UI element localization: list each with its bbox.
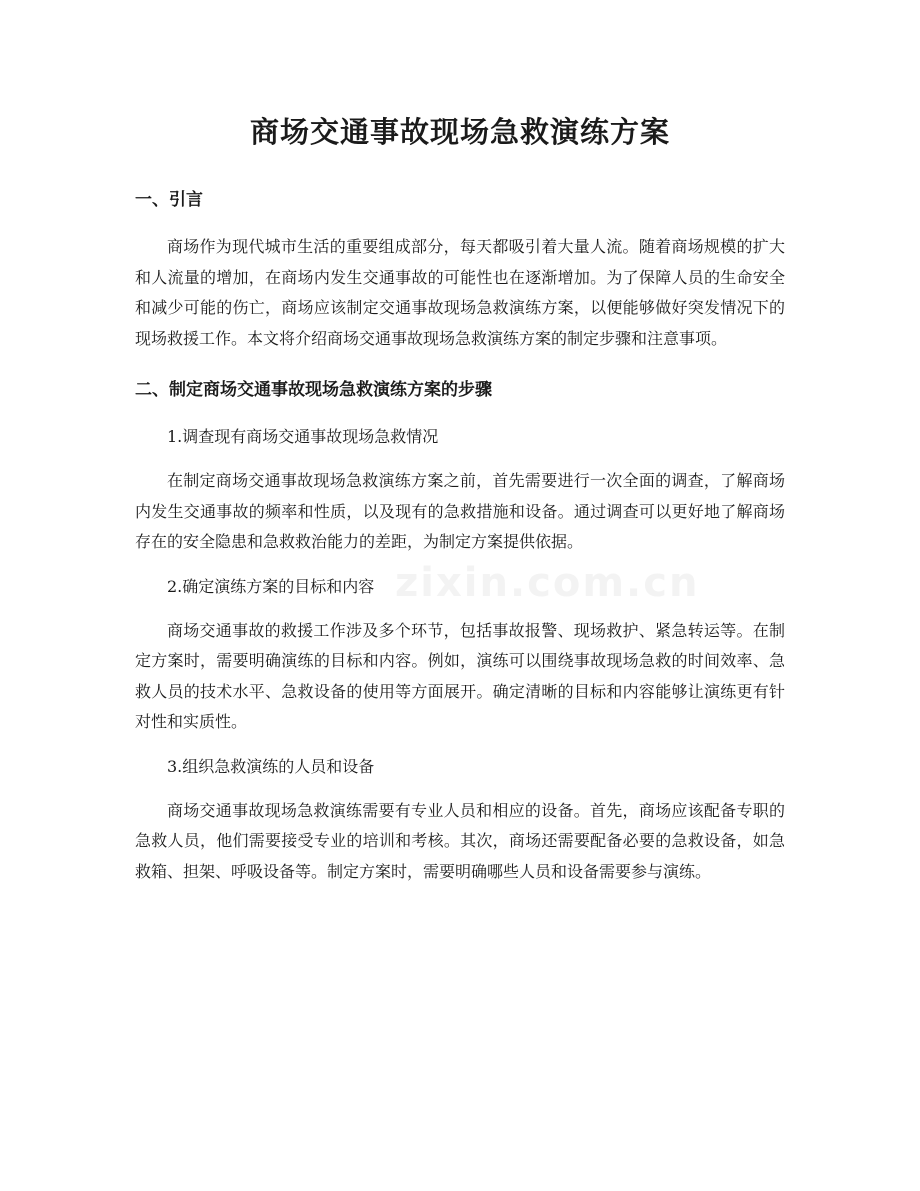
spacer: [135, 782, 785, 796]
step3-paragraph: 商场交通事故现场急救演练需要有专业人员和相应的设备。首先，商场应该配备专职的急救人员，他们需要接受专业的培训和考核。其次，商场还需要配备必要的急救设备，如急救箱、担架、呼吸设备等。制定方案时，需要明确哪些人员和设备需要参与演练。: [135, 800, 785, 881]
step1-paragraph: 在制定商场交通事故现场急救演练方案之前，首先需要进行一次全面的调查，了解商场内发生交通事故的频率和性质，以及现有的急救措施和设备。通过调查可以更好地了解商场存在的安全隐患和急救救治能力的差距，为制定方案提供依据。: [135, 471, 785, 551]
spacer: [135, 354, 785, 372]
step2-paragraph: 商场交通事故的救援工作涉及多个环节，包括事故报警、现场救护、紧急转运等。在制定方案时，需要明确演练的目标和内容。例如，演练可以围绕事故现场急救的时间效率、急救人员的技术水平、急救设备的使用等方面展开。确定清晰的目标和内容能够让演练更有针对性和实质性。: [135, 620, 785, 731]
spacer: [135, 602, 785, 616]
step3-title: 3.组织急救演练的人员和设备: [167, 756, 375, 776]
section-heading-steps: 二、制定商场交通事故现场急救演练方案的步骤: [135, 380, 492, 400]
spacer: [135, 558, 785, 572]
spacer: [135, 218, 785, 232]
step2-title: 2.确定演练方案的目标和内容: [167, 576, 375, 596]
section-heading-intro: 一、引言: [135, 190, 203, 210]
watermark-text: zixin.com.cn: [395, 560, 700, 606]
spacer: [135, 738, 785, 752]
document-body: [135, 182, 785, 887]
spacer: [135, 408, 785, 422]
spacer: [135, 452, 785, 466]
intro-paragraph: 商场作为现代城市生活的重要组成部分，每天都吸引着大量人流。随着商场规模的扩大和人流量的增加，在商场内发生交通事故的可能性也在逐渐增加。为了保障人员的生命安全和减少可能的伤亡，商场应该制定交通事故现场急救演练方案，以便能够做好突发情况下的现场救援工作。本文将介绍商场交通事故现场急救演练方案的制定步骤和注意事项。: [135, 237, 785, 348]
document-title: 商场交通事故现场急救演练方案: [249, 115, 670, 149]
step1-title: 1.调查现有商场交通事故现场急救情况: [167, 427, 439, 446]
